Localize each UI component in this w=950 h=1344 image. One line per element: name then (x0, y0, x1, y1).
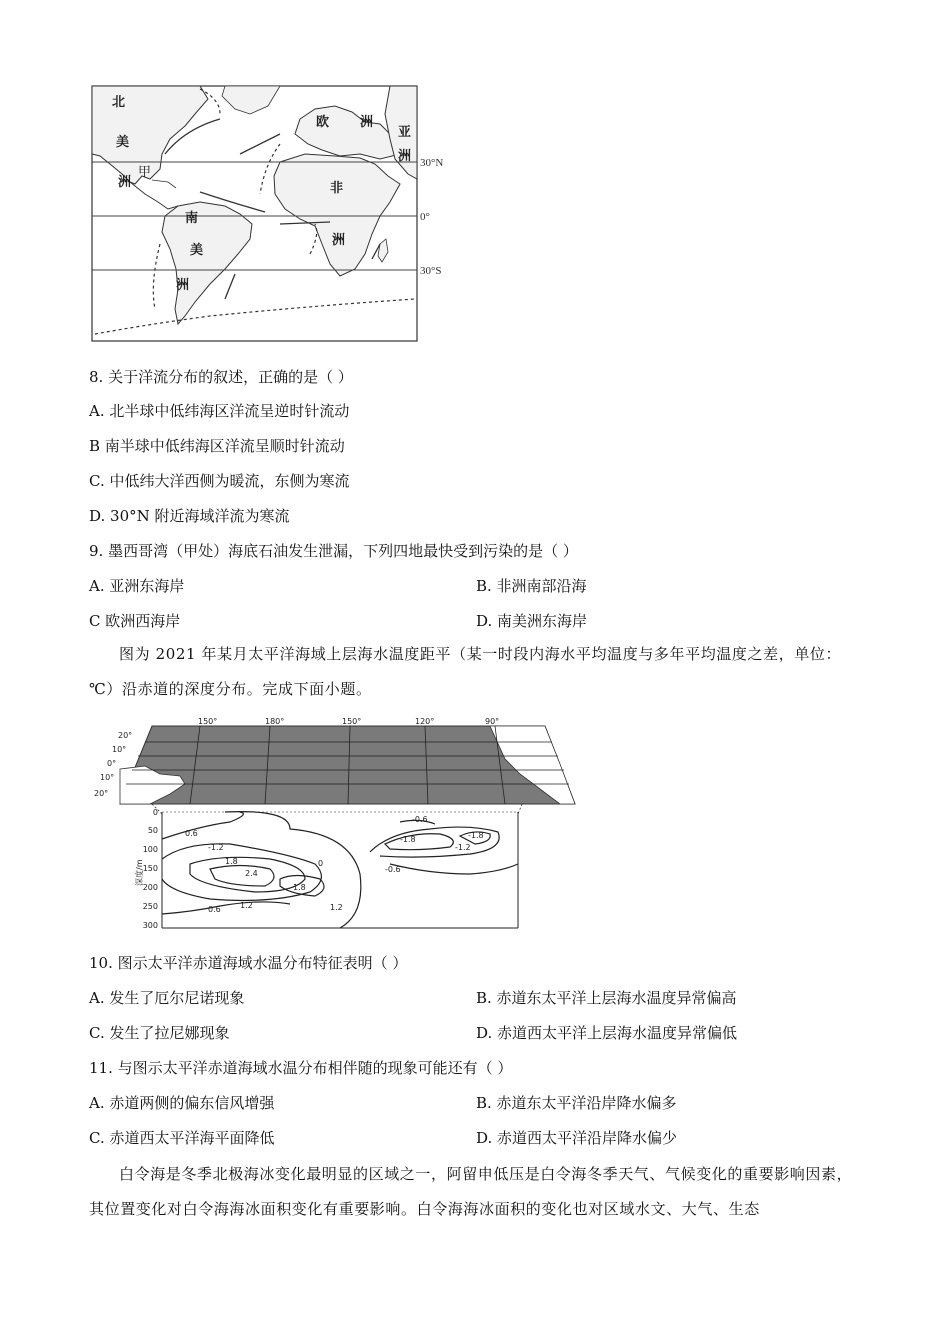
intro-paragraph-2: 图为 2021 年某月太平洋海域上层海水温度距平（某一时段内海水平均温度与多年平均温度之差，单位：℃）沿赤道的深度分布。完成下面小题。 (89, 645, 842, 698)
contour-label-11: -1.8 (468, 831, 484, 840)
q8-option-c: C. 中低纬大洋西侧为暖流，东侧为寒流 (89, 472, 350, 490)
contour-label-9: -0.6 (412, 815, 428, 824)
lon-label-4: 120° (415, 717, 435, 726)
label-fei: 非 (330, 181, 344, 196)
depth-tick-250: 250 (142, 902, 158, 911)
lat-30s: 30°S (420, 265, 442, 277)
q9-option-d: D. 南美洲东海岸 (476, 612, 588, 630)
q11-stem: 11. 与图示太平洋赤道海域水温分布相伴随的现象可能还有（ ） (89, 1059, 513, 1077)
lat-label-2: 10° (112, 745, 127, 754)
q11-option-c: C. 赤道西太平洋海平面降低 (89, 1129, 275, 1147)
contour-label-6: 0 (318, 859, 324, 868)
contour-label-14: 1.2 (330, 903, 343, 912)
label-ya: 亚 (398, 125, 412, 140)
contour-label-4: 2.4 (245, 869, 258, 878)
lon-label-3: 150° (342, 717, 362, 726)
depth-tick-200: 200 (142, 883, 158, 892)
q8-option-a: A. 北半球中低纬海区洋流呈逆时针流动 (89, 402, 350, 420)
lat-label-3: 0° (107, 759, 117, 768)
q10-option-b: B. 赤道东太平洋上层海水温度异常偏高 (476, 989, 737, 1007)
label-zhou2: 洲 (360, 115, 374, 130)
contour-label-2: -1.2 (208, 843, 224, 852)
label-jia: 甲 (138, 165, 152, 180)
label-zhou4: 洲 (332, 233, 346, 248)
lat-label-1: 20° (118, 731, 133, 740)
lat-label-5: 20° (94, 789, 109, 798)
q10-option-a: A. 发生了厄尔尼诺现象 (89, 989, 245, 1007)
q9-option-a: A. 亚洲东海岸 (89, 577, 185, 595)
contour-label-5: 1.8 (293, 883, 306, 892)
label-ou: 欧 (316, 115, 330, 130)
ocean-current-map (90, 84, 460, 346)
intro-paragraph-3: 白令海是冬季北极海冰变化最明显的区域之一，阿留申低压是白令海冬季天气、气候变化的重要影响因素，其位置变化对白令海海冰面积变化有重要影响。白令海海冰面积的变化也对区域水文、大气、生态 (89, 1165, 853, 1218)
q10-stem: 10. 图示太平洋赤道海域水温分布特征表明（ ） (89, 954, 408, 972)
label-zhou1: 洲 (118, 175, 132, 190)
pacific-temperature-anomaly-figure (90, 714, 580, 934)
depth-tick-300: 300 (142, 921, 158, 930)
label-nan: 南 (185, 211, 199, 226)
contour-label-1: 0.6 (185, 829, 198, 838)
lat-30n: 30°N (420, 157, 444, 169)
q9-stem: 9. 墨西哥湾（甲处）海底石油发生泄漏，下列四地最快受到污染的是（ ） (89, 542, 578, 560)
lon-label-5: 90° (485, 717, 500, 726)
lat-0: 0° (420, 211, 430, 223)
contour-label-7: 1.2 (240, 901, 253, 910)
contour-label-8: 0.6 (208, 905, 221, 914)
depth-tick-0: 0 (152, 808, 158, 817)
contour-label-13: -0.6 (385, 865, 401, 874)
label-mei2: 美 (190, 243, 204, 258)
q10-option-d: D. 赤道西太平洋上层海水温度异常偏低 (476, 1024, 738, 1042)
q11-option-d: D. 赤道西太平洋沿岸降水偏少 (476, 1129, 678, 1147)
q11-option-b: B. 赤道东太平洋沿岸降水偏多 (476, 1094, 677, 1112)
depth-tick-50: 50 (147, 826, 158, 835)
depth-axis-label: 深度/m (135, 859, 144, 886)
q9-option-c: C 欧洲西海岸 (89, 612, 181, 630)
lon-label-2: 180° (265, 717, 285, 726)
label-mei1: 美 (116, 135, 130, 150)
contour-label-12: -1.2 (455, 843, 471, 852)
contour-label-10: -1.8 (400, 835, 416, 844)
q8-option-d: D. 30°N 附近海域洋流为寒流 (89, 507, 290, 525)
q8-stem: 8. 关于洋流分布的叙述，正确的是（ ） (89, 368, 353, 386)
contour-label-3: 1.8 (225, 857, 238, 866)
q9-option-b: B. 非洲南部沿海 (476, 577, 587, 595)
q10-option-c: C. 发生了拉尼娜现象 (89, 1024, 230, 1042)
depth-tick-100: 100 (142, 845, 158, 854)
q8-option-b: B 南半球中低纬海区洋流呈顺时针流动 (89, 437, 345, 455)
q11-option-a: A. 赤道两侧的偏东信风增强 (89, 1094, 275, 1112)
lat-label-4: 10° (100, 773, 115, 782)
lon-label-1: 150° (198, 717, 218, 726)
label-zhou5: 洲 (176, 278, 190, 293)
depth-tick-150: 150 (142, 864, 158, 873)
label-zhou3: 洲 (398, 149, 412, 164)
label-north: 北 (112, 95, 126, 110)
